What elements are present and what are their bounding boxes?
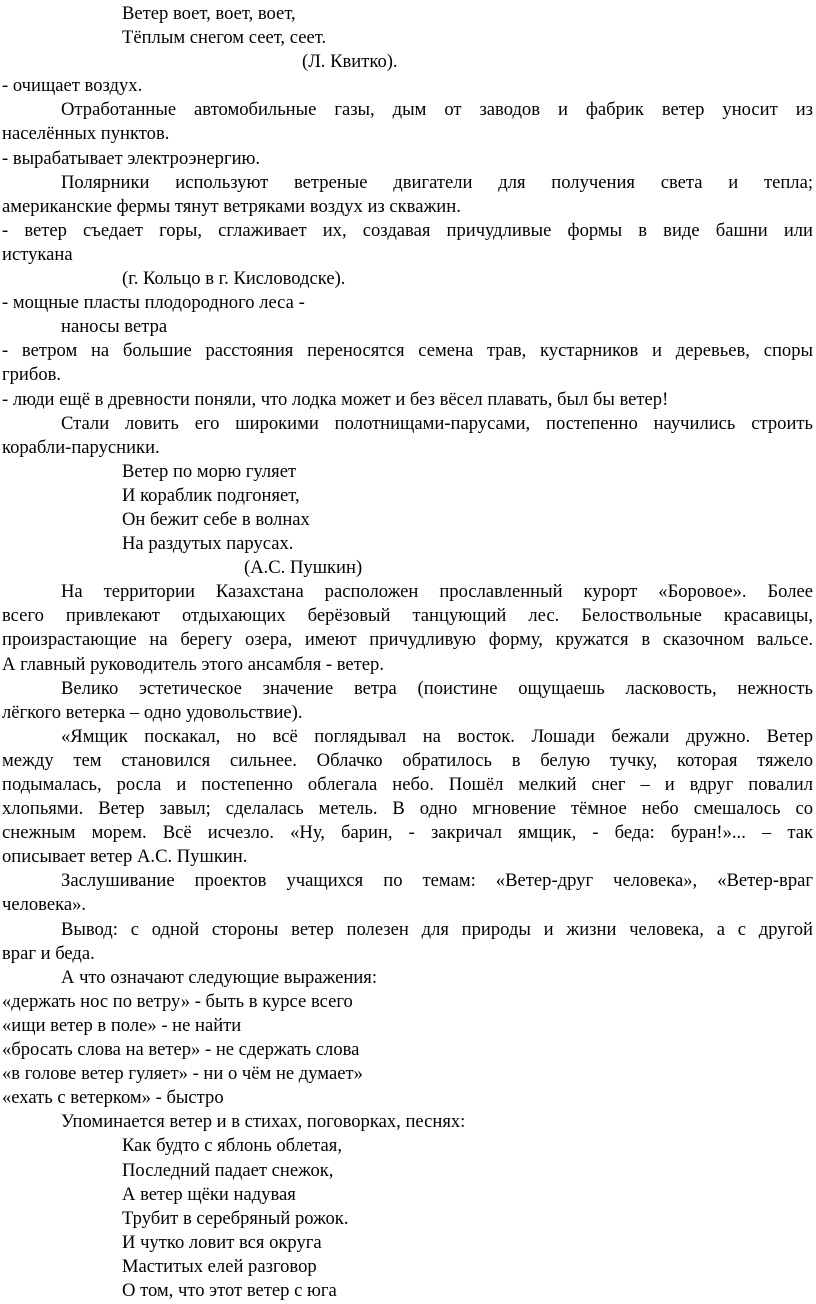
text-line: Маститых елей разговор xyxy=(122,1255,317,1277)
text-line: «ехать с ветерком» - быстро xyxy=(2,1087,224,1109)
text-line: На раздутых парусах. xyxy=(122,533,294,555)
text-line: населённых пунктов. xyxy=(2,123,170,145)
text-line: Тёплым снегом сеет, сеет. xyxy=(122,27,327,49)
text-line: Стали ловить его широкими полотнищами-парусами, постепенно научились строить xyxy=(61,412,813,434)
text-line: американские фермы тянут ветряками воздух из скважин. xyxy=(2,195,461,217)
text-line: описывает ветер А.С. Пушкин. xyxy=(2,846,248,868)
text-line: Как будто с яблонь облетая, xyxy=(122,1135,342,1157)
text-line: Упоминается ветер и в стихах, поговорках, песнях: xyxy=(61,1111,466,1133)
text-line: подымалась, росла и постепенно облегала небо. Пошёл мелкий снег – и вдруг повалил xyxy=(2,774,813,795)
text-line: снежным морем. Всё исчезло. «Ну, барин, - закричал ямщик, - беда: буран!»... – так xyxy=(2,822,813,844)
text-line: На территории Казахстана расположен прославленный курорт «Боровое». Более xyxy=(61,581,813,603)
text-line: «держать нос по ветру» - быть в курсе всего xyxy=(2,990,353,1012)
text-line: А что означают следующие выражения: xyxy=(61,966,378,988)
text-line: А ветер щёки надувая xyxy=(122,1183,296,1205)
text-line: Вывод: с одной стороны ветер полезен для природы и жизни человека, а с другой xyxy=(61,918,813,940)
text-line: (Л. Квитко). xyxy=(302,51,398,73)
text-line: Трубит в серебряный рожок. xyxy=(122,1207,349,1229)
text-line: всего привлекают отдыхающих берёзовый танцующий лес. Белоствольные красавицы, xyxy=(2,605,813,627)
text-line: - вырабатывает электроэнергию. xyxy=(2,147,261,169)
text-line: - очищает воздух. xyxy=(2,75,143,97)
text-line: - мощные пласты плодородного леса - xyxy=(2,292,305,314)
text-line: Он бежит себе в волнах xyxy=(122,508,310,530)
text-line: А главный руководитель этого ансамбля - ветер. xyxy=(2,653,384,675)
text-line: «Ямщик поскакал, но всё поглядывал на восток. Лошади бежали дружно. Ветер xyxy=(61,725,813,747)
text-line: Полярники используют ветреные двигатели для получения света и тепла; xyxy=(61,171,813,193)
text-line: грибов. xyxy=(2,364,62,386)
text-line: лёгкого ветерка – одно удовольствие). xyxy=(2,701,303,723)
text-line: корабли-парусники. xyxy=(2,436,160,458)
text-line: Велико эстетическое значение ветра (поистине ощущаешь ласковость, нежность xyxy=(61,677,813,699)
text-line: произрастающие на берегу озера, имеют причудливую форму, кружатся в сказочном вальсе. xyxy=(2,629,813,651)
text-line: Ветер воет, воет, воет, xyxy=(122,3,296,24)
text-line: между тем становился сильнее. Облачко обратилось в белую тучку, которая тяжело xyxy=(2,749,813,771)
text-line: Заслушивание проектов учащихся по темам: «Ветер-друг человека», «Ветер-враг xyxy=(61,870,813,892)
document-page xyxy=(0,2,816,1304)
text-line: «бросать слова на ветер» - не сдержать слова xyxy=(2,1039,360,1061)
text-line: - люди ещё в древности поняли, что лодка может и без вёсел плавать, был бы ветер! xyxy=(2,388,669,410)
text-line: Ветер по морю гуляет xyxy=(122,460,297,482)
text-line: И кораблик подгоняет, xyxy=(122,484,300,506)
text-line: (г. Кольцо в г. Кисловодске). xyxy=(122,268,346,290)
text-line: - ветром на большие расстояния переносятся семена трав, кустарников и деревьев, споры xyxy=(2,340,813,362)
text-line: «ищи ветер в поле» - не найти xyxy=(2,1014,242,1036)
text-line: О том, что этот ветер с юга xyxy=(122,1279,337,1301)
text-line: истукана xyxy=(2,243,73,265)
text-line: Последний падает снежок, xyxy=(122,1159,334,1181)
text-line: «в голове ветер гуляет» - ни о чём не думает» xyxy=(2,1063,363,1085)
text-line: враг и беда. xyxy=(2,942,95,964)
text-line: - ветер съедает горы, сглаживает их, создавая причудливые формы в виде башни или xyxy=(2,219,813,241)
text-line: наносы ветра xyxy=(61,316,168,338)
text-line: хлопьями. Ветер завыл; сделалась метель. В одно мгновение тёмное небо смешалось со xyxy=(2,798,813,820)
text-line: (А.С. Пушкин) xyxy=(244,557,363,579)
text-line: человека». xyxy=(2,894,87,916)
text-line: И чутко ловит вся округа xyxy=(122,1231,322,1253)
text-line: Отработанные автомобильные газы, дым от заводов и фабрик ветер уносит из xyxy=(61,99,813,121)
